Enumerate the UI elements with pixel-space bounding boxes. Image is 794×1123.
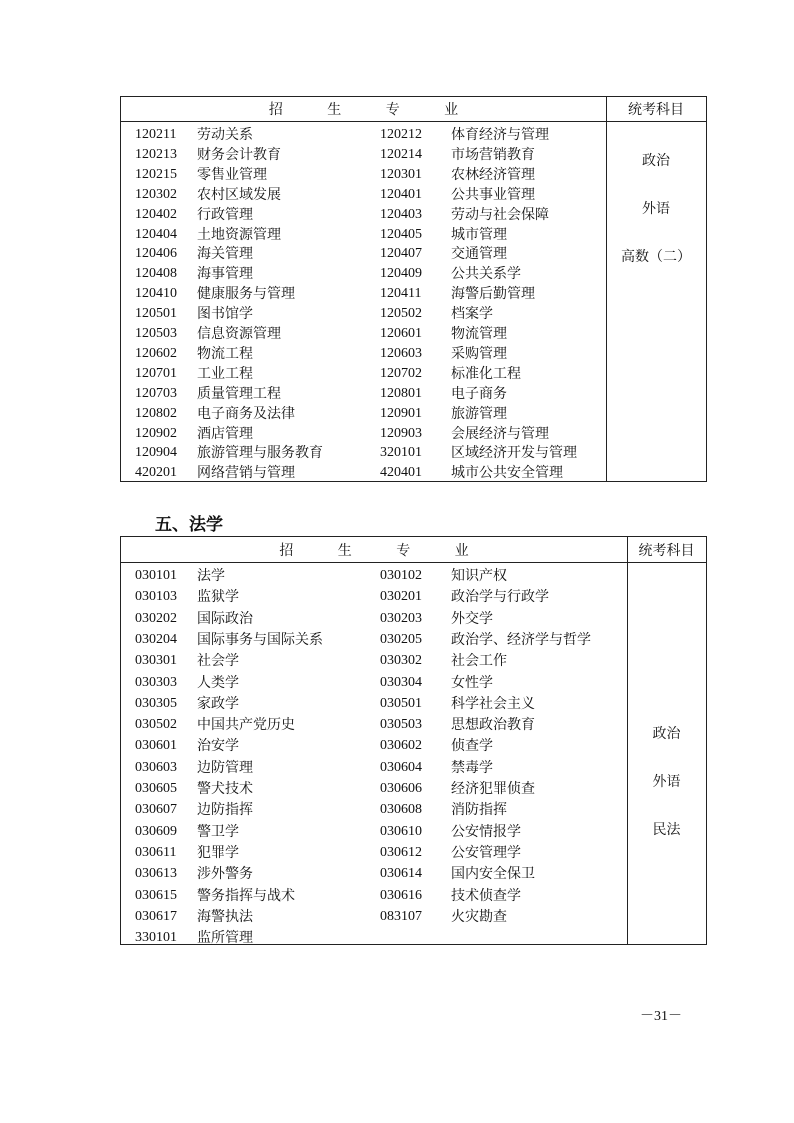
major-code: 030102 [380,568,422,583]
major-code: 030610 [380,823,422,839]
major-code: 030611 [135,844,177,860]
major-name: 会展经济与管理 [451,425,549,442]
major-code: 120501 [135,306,177,322]
subject-civil-law: 民法 [652,822,681,838]
major-name: 监狱学 [197,589,239,606]
major-name: 禁毒学 [451,759,493,776]
major-code: 120213 [135,146,177,162]
major-name: 标准化工程 [451,365,521,382]
table-row [121,928,706,948]
major-name: 公安管理学 [451,844,521,861]
major-name: 女性学 [451,674,493,691]
major-name: 公共事业管理 [451,186,535,203]
major-name: 物流工程 [197,345,253,362]
major-code: 120401 [380,186,422,202]
major-code: 120603 [380,345,422,361]
table-row [121,651,706,671]
major-name: 海警后勤管理 [451,286,535,303]
major-name: 公共关系学 [451,266,521,283]
major-name: 信息资源管理 [197,326,281,342]
major-code: 120302 [135,186,177,202]
major-code: 030604 [380,759,422,775]
major-name: 政治学、经济学与哲学 [451,631,591,648]
table-row [121,779,706,799]
major-code: 120502 [380,306,422,322]
major-name: 消防指挥 [451,802,507,819]
major-code: 030203 [380,610,422,626]
major-code: 330101 [135,930,177,946]
major-code: 120901 [380,405,422,421]
major-name: 土地资源管理 [197,226,281,243]
major-code: 120408 [135,266,177,282]
major-code: 120409 [380,266,422,282]
table-row [121,800,706,820]
table-row [121,736,706,756]
major-code: 120902 [135,425,177,441]
header-major: 招 生 专 业 [268,102,479,118]
table-row [121,587,706,607]
major-code: 120411 [380,286,422,302]
major-name: 社会学 [197,653,239,670]
major-name: 国内安全保卫 [451,866,535,883]
major-name: 犯罪学 [197,844,239,861]
major-name: 治安学 [197,738,239,755]
major-name: 涉外警务 [197,866,253,883]
major-name: 海事管理 [197,266,253,283]
major-code: 030601 [135,738,177,754]
major-name: 劳动关系 [197,127,253,143]
major-code: 120802 [135,405,177,421]
majors-table-law [120,536,707,945]
major-code: 030305 [135,695,177,711]
major-code: 030301 [135,653,177,669]
major-name: 公安情报学 [451,823,521,840]
table-row [121,886,706,906]
header-subject: 统考科目 [628,102,684,118]
subject-foreign-language: 外语 [642,201,670,217]
major-name: 警犬技术 [197,781,253,797]
major-code: 030303 [135,674,177,690]
major-name: 火灾勘查 [451,908,507,925]
major-name: 档案学 [451,306,493,323]
subject-foreign-language: 外语 [652,774,681,790]
major-name: 中国共产党历史 [197,717,295,734]
major-code: 030612 [380,844,422,860]
major-code: 120404 [135,226,177,242]
table-row [121,907,706,927]
major-name: 体育经济与管理 [451,127,549,143]
table-row [121,864,706,884]
major-code: 120701 [135,365,177,381]
major-code: 030205 [380,631,422,647]
major-name: 零售业管理 [197,166,267,183]
major-name: 边防管理 [197,759,253,776]
major-code: 120214 [380,146,422,162]
major-code: 030602 [380,738,422,754]
major-name: 边防指挥 [197,802,253,819]
header-subject: 统考科目 [638,542,695,559]
major-code: 030607 [135,802,177,818]
table-row [121,843,706,863]
major-code: 030202 [135,610,177,626]
major-code: 420401 [380,465,422,481]
major-name: 网络营销与管理 [197,465,295,482]
table-row [121,630,706,650]
major-code: 030613 [135,866,177,882]
major-code: 120405 [380,226,422,242]
table-row [121,694,706,714]
major-code: 120904 [135,445,177,461]
major-code: 120601 [380,326,422,341]
major-name: 经济犯罪侦查 [451,781,535,797]
major-name: 科学社会主义 [451,695,535,712]
major-name: 财务会计教育 [197,146,281,163]
major-name: 城市公共安全管理 [451,465,563,482]
major-code: 120406 [135,246,177,262]
table-row [121,715,706,735]
major-name: 城市管理 [451,226,507,243]
major-name: 行政管理 [197,206,253,223]
section-title-law: 五、法学 [155,515,223,535]
major-code: 030616 [380,887,422,903]
major-name: 市场营销教育 [451,146,535,163]
major-name: 国际事务与国际关系 [197,631,323,648]
major-name: 法学 [197,568,225,584]
major-name: 警卫学 [197,823,239,840]
table-row [121,566,706,586]
major-name: 警务指挥与战术 [197,887,295,904]
major-code: 030201 [380,589,422,605]
major-code: 120702 [380,365,422,381]
major-name: 旅游管理与服务教育 [197,445,323,462]
major-code: 030204 [135,631,177,647]
table-row [121,822,706,842]
major-code: 030603 [135,759,177,775]
subject-politics: 政治 [652,726,681,742]
major-name: 知识产权 [451,568,507,584]
table-row [121,673,706,693]
table-row [121,609,706,629]
major-code: 030614 [380,866,422,882]
major-code: 030501 [380,695,422,711]
table-header [121,537,706,563]
major-name: 交通管理 [451,246,507,263]
major-name: 人类学 [197,674,239,691]
major-code: 120602 [135,345,177,361]
major-code: 030606 [380,781,422,796]
major-code: 030615 [135,887,177,903]
major-code: 120301 [380,166,422,182]
subjects-cell [606,122,706,481]
table-header [121,97,706,122]
major-name: 健康服务与管理 [197,286,295,303]
subject-politics: 政治 [642,153,670,169]
major-name: 外交学 [451,610,493,627]
major-name: 劳动与社会保障 [451,206,549,223]
major-name: 思想政治教育 [451,717,535,734]
subject-math: 高数（二） [621,249,691,265]
major-code: 120407 [380,246,422,262]
major-code: 120703 [135,385,177,401]
major-code: 120410 [135,286,177,302]
major-name: 电子商务 [451,385,507,402]
major-name: 电子商务及法律 [197,405,295,422]
major-code: 030101 [135,568,177,583]
major-code: 030304 [380,674,422,690]
major-code: 030503 [380,717,422,733]
major-code: 120211 [135,127,177,142]
major-name: 工业工程 [197,365,253,382]
major-code: 030103 [135,589,177,605]
major-code: 320101 [380,445,422,461]
major-code: 420201 [135,465,177,481]
major-code: 030609 [135,823,177,839]
major-name: 采购管理 [451,345,507,362]
major-name: 侦查学 [451,738,493,755]
major-code: 030502 [135,717,177,733]
major-code: 120212 [380,127,422,142]
major-code: 030605 [135,781,177,796]
major-name: 旅游管理 [451,405,507,422]
major-code: 120402 [135,206,177,222]
major-code: 030302 [380,653,422,669]
major-name: 农林经济管理 [451,166,535,183]
major-name: 图书馆学 [197,306,253,323]
major-name: 质量管理工程 [197,385,281,402]
major-name: 技术侦查学 [451,887,521,904]
major-code: 120503 [135,326,177,341]
major-name: 区域经济开发与管理 [451,445,577,462]
major-name: 国际政治 [197,610,253,627]
major-name: 家政学 [197,695,239,712]
major-name: 海关管理 [197,246,253,263]
major-code: 120801 [380,385,422,401]
major-code: 120215 [135,166,177,182]
major-name: 监所管理 [197,930,253,947]
major-code: 120903 [380,425,422,441]
subjects-cell [627,563,706,944]
major-code: 030608 [380,802,422,818]
major-code: 083107 [380,908,422,924]
table-row [121,758,706,778]
major-name: 农村区域发展 [197,186,281,203]
major-name: 海警执法 [197,908,253,925]
page-number: －31－ [640,1009,682,1024]
majors-table-management [120,96,707,482]
major-name: 酒店管理 [197,425,253,442]
major-name: 物流管理 [451,326,507,342]
header-major: 招 生 专 业 [279,542,489,559]
major-code: 120403 [380,206,422,222]
major-name: 政治学与行政学 [451,589,549,606]
major-code: 030617 [135,908,177,924]
major-name: 社会工作 [451,653,507,670]
